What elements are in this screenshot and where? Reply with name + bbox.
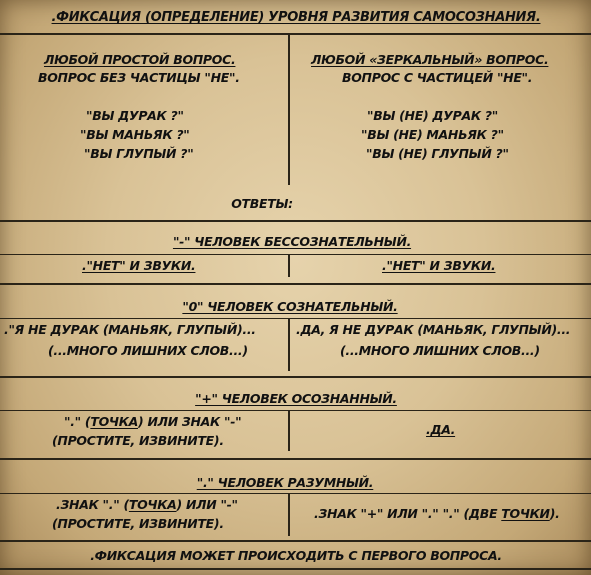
mirror-question-example: "ВЫ (НЕ) ГЛУПЫЙ ?": [366, 146, 509, 161]
level-conscious-simple-note: (...МНОГО ЛИШНИХ СЛОВ...): [48, 343, 248, 358]
level-aware-simple-note: (ПРОСТИТЕ, ИЗВИНИТЕ).: [52, 433, 224, 448]
simple-question-example: "ВЫ МАНЬЯК ?": [80, 127, 190, 142]
divider-questions-vertical: [288, 35, 290, 185]
divider-level-4-inner: [0, 493, 591, 494]
divider-level-3-inner: [0, 410, 591, 411]
divider-title: [0, 33, 591, 35]
level-aware-simple-answer: "." (ТОЧКА) ИЛИ ЗНАК "-": [64, 414, 242, 429]
level-reasonable-simple-note: (ПРОСТИТЕ, ИЗВИНИТЕ).: [52, 516, 224, 531]
level-conscious-heading: "0" ЧЕЛОВЕК СОЗНАТЕЛЬНЫЙ.: [182, 299, 398, 314]
level-reasonable-mirror-answer: .ЗНАК "+" ИЛИ "." "." (ДВЕ ТОЧКИ).: [314, 506, 560, 521]
divider-level-1-vertical: [288, 255, 290, 277]
answers-label: ОТВЕТЫ:: [231, 196, 293, 211]
document-title: .ФИКСАЦИЯ (ОПРЕДЕЛЕНИЕ) УРОВНЯ РАЗВИТИЯ САМОСОЗНАНИЯ.: [51, 10, 541, 25]
level-unconscious-heading: "-" ЧЕЛОВЕК БЕССОЗНАТЕЛЬНЫЙ.: [172, 234, 412, 249]
level-conscious-mirror-answer: .ДА, Я НЕ ДУРАК (МАНЬЯК, ГЛУПЫЙ)...: [296, 322, 571, 337]
level-unconscious-simple-answer: ."НЕТ" И ЗВУКИ.: [82, 258, 196, 273]
level-reasonable-simple-answer: .ЗНАК "." (ТОЧКА) ИЛИ "-": [56, 497, 238, 512]
level-unconscious-mirror-answer: ."НЕТ" И ЗВУКИ.: [382, 258, 496, 273]
divider-level-2: [0, 376, 591, 378]
divider-level-1-inner: [0, 254, 591, 255]
mirror-question-heading: ЛЮБОЙ «ЗЕРКАЛЬНЫЙ» ВОПРОС.: [311, 52, 549, 67]
simple-question-example: "ВЫ ГЛУПЫЙ ?": [84, 146, 194, 161]
mirror-question-subheading: ВОПРОС С ЧАСТИЦЕЙ "НЕ".: [342, 70, 533, 85]
level-reasonable-heading: "." ЧЕЛОВЕК РАЗУМНЫЙ.: [196, 475, 374, 490]
divider-level-1: [0, 283, 591, 285]
divider-level-2-vertical: [288, 319, 290, 371]
simple-question-heading: ЛЮБОЙ ПРОСТОЙ ВОПРОС.: [44, 52, 236, 67]
divider-answers: [0, 220, 591, 222]
divider-level-4-vertical: [288, 494, 290, 536]
divider-level-3-vertical: [288, 411, 290, 451]
mirror-question-example: "ВЫ (НЕ) ДУРАК ?": [367, 108, 498, 123]
simple-question-subheading: ВОПРОС БЕЗ ЧАСТИЦЫ "НЕ".: [38, 70, 240, 85]
level-aware-mirror-answer: .ДА.: [426, 422, 456, 437]
divider-level-3: [0, 458, 591, 460]
level-conscious-simple-answer: ."Я НЕ ДУРАК (МАНЬЯК, ГЛУПЫЙ)...: [4, 322, 256, 337]
level-conscious-mirror-note: (...МНОГО ЛИШНИХ СЛОВ...): [340, 343, 540, 358]
divider-level-4: [0, 540, 591, 542]
divider-level-2-inner: [0, 318, 591, 319]
footer-note: .ФИКСАЦИЯ МОЖЕТ ПРОИСХОДИТЬ С ПЕРВОГО ВОПРОСА.: [90, 548, 502, 563]
level-aware-heading: "+" ЧЕЛОВЕК ОСОЗНАННЫЙ.: [195, 391, 397, 406]
mirror-question-example: "ВЫ (НЕ) МАНЬЯК ?": [361, 127, 504, 142]
simple-question-example: "ВЫ ДУРАК ?": [86, 108, 184, 123]
divider-footer: [0, 568, 591, 570]
